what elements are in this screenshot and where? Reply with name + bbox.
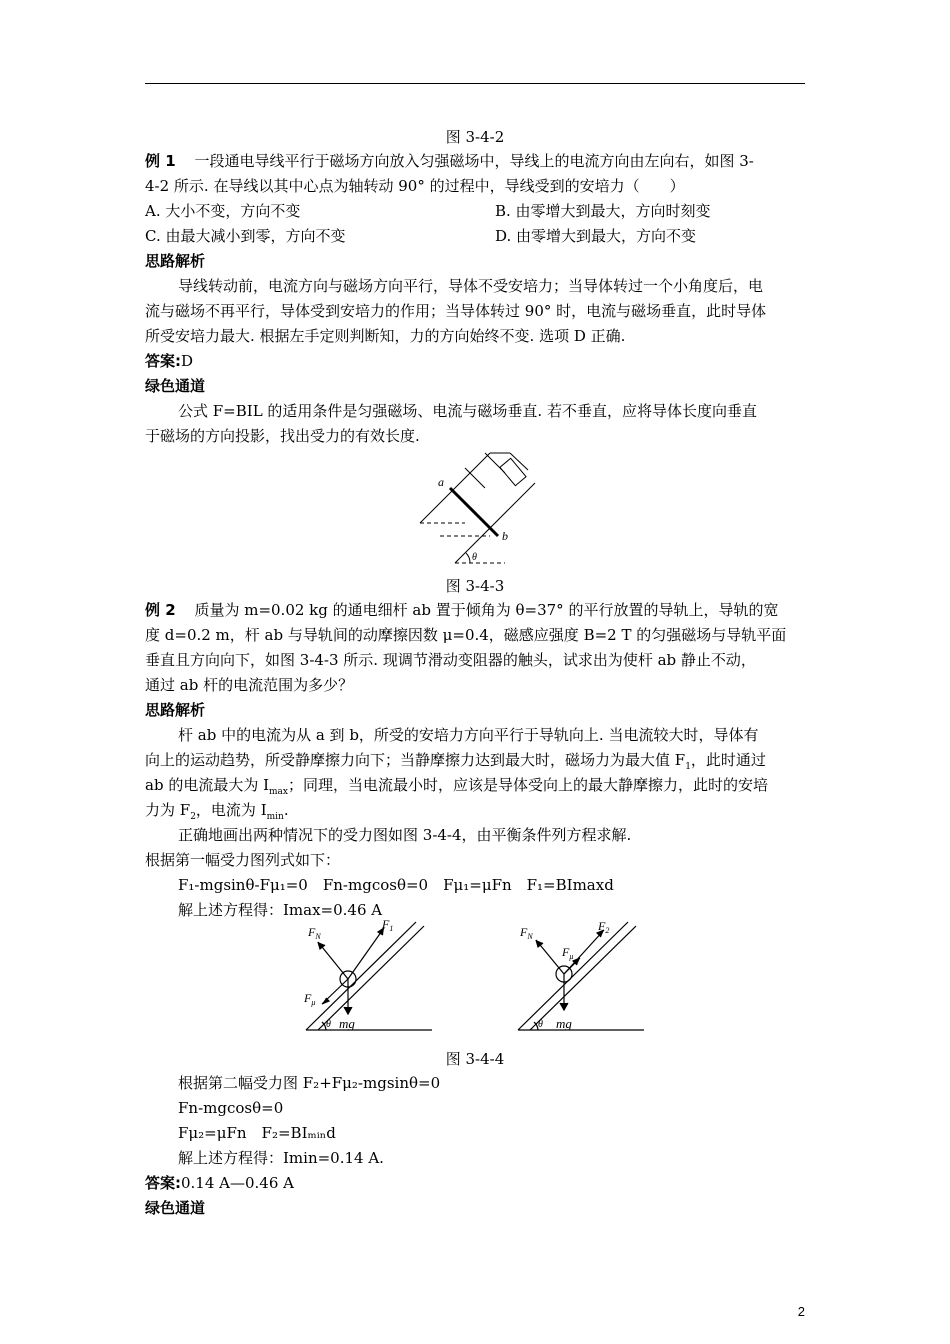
right-mg-label: mg — [556, 1016, 572, 1031]
left-fmu-label: $F_\mu$ — [304, 991, 316, 1007]
option-c: C. 由最大减小到零，方向不变 — [145, 227, 346, 245]
analysis1-line3: 所受安培力最大. 根据左手定则判断知，力的方向始终不变. 选项 D 正确. — [145, 327, 626, 345]
header-rule — [145, 83, 805, 84]
figure-caption-3-4-2: 图 3-4-2 — [445, 128, 505, 146]
figure-3-4-4-left-diagram — [300, 918, 435, 1040]
option-d: D. 由零增大到最大，方向不变 — [495, 227, 697, 245]
analysis2-para2: 正确地画出两种情况下的受力图如图 3-4-4，由平衡条件列方程求解. — [178, 826, 632, 844]
label-a: a — [438, 475, 444, 489]
figure-3-4-4-right-diagram — [512, 918, 647, 1040]
figure-3-4-3-diagram — [410, 448, 550, 568]
analysis2-line2: 向上的运动趋势，所受静摩擦力向下；当静摩擦力达到最大时，磁场力为最大值 $F_1$，此时通过 — [145, 751, 766, 772]
green-heading-2: 绿色通道 — [145, 1199, 206, 1217]
analysis-heading-1: 思路解析 — [145, 252, 206, 270]
analysis2-para3: 根据第一幅受力图列式如下： — [145, 851, 341, 869]
answer1: 答案:D — [145, 352, 194, 370]
solution-1: 解上述方程得：Imax=0.46 A — [178, 901, 383, 919]
analysis2-para4: 根据第二幅受力图 F₂+Fμ₂-mgsinθ=0 — [178, 1074, 441, 1092]
green-heading-1: 绿色通道 — [145, 377, 206, 395]
analysis2-line4: 力为 $F_2$，电流为 $I_{min}$. — [145, 801, 289, 822]
analysis1-line2: 流与磁场不再平行，导体受到安培力的作用；当导体转过 90° 时，电流与磁场垂直，此时导体 — [145, 302, 767, 320]
right-theta-label: θ — [538, 1019, 543, 1030]
example2-stem-line4: 通过 ab 杆的电流范围为多少？ — [145, 676, 354, 694]
example1-label: 例 1 — [145, 152, 176, 170]
left-fn-label: $F_N$ — [308, 925, 321, 941]
figure-caption-3-4-4: 图 3-4-4 — [445, 1050, 505, 1068]
solution-2: 解上述方程得：Imin=0.14 A. — [178, 1149, 384, 1167]
equation-2: Fn-mgcosθ=0 — [178, 1099, 284, 1117]
right-fn-label: $F_N$ — [520, 925, 533, 941]
analysis1-line1: 导线转动前，电流方向与磁场方向平行，导体不受安培力；当导体转过一个小角度后，电 — [178, 277, 764, 295]
equation-1: F₁-mgsinθ-Fμ₁=0 Fn-mgcosθ=0 Fμ₁=μFn F₁=BImaxd — [178, 876, 614, 894]
right-f2-label: $F_2$ — [598, 919, 610, 935]
example2-label: 例 2 — [145, 601, 176, 619]
left-mg-label: mg — [339, 1016, 355, 1031]
analysis2-line3: ab 的电流最大为 $I_{max}$；同理，当电流最小时，应该是导体受向上的最大静摩擦力，此时的安培 — [145, 776, 769, 797]
option-b: B. 由零增大到最大，方向时刻变 — [495, 202, 711, 220]
left-f1-label: $F_1$ — [382, 918, 394, 933]
label-b: b — [502, 529, 508, 543]
analysis2-line1: 杆 ab 中的电流为从 a 到 b，所受的安培力方向平行于导轨向上. 当电流较大时，导体有 — [178, 726, 759, 744]
answer2: 答案:0.14 A—0.46 A — [145, 1174, 294, 1192]
green1-line2: 于磁场的方向投影，找出受力的有效长度. — [145, 427, 420, 445]
left-theta-label: θ — [326, 1019, 331, 1030]
analysis-heading-2: 思路解析 — [145, 701, 206, 719]
example2-stem-line2: 度 d=0.2 m，杆 ab 与导轨间的动摩擦因数 μ=0.4，磁感应强度 B=2 T 的匀强磁场与导轨平面 — [145, 626, 787, 644]
equation-3: Fμ₂=μFn F₂=BIₘᵢₙd — [178, 1124, 336, 1142]
label-theta: θ — [472, 552, 477, 563]
right-fmu-label: $F_\mu$ — [562, 945, 574, 961]
green1-line1: 公式 F=BIL 的适用条件是匀强磁场、电流与磁场垂直. 若不垂直，应将导体长度向垂直 — [178, 402, 757, 420]
figure-caption-3-4-3: 图 3-4-3 — [445, 577, 505, 595]
option-a: A. 大小不变，方向不变 — [145, 202, 301, 220]
example2-stem-line1: 例 2 质量为 m=0.02 kg 的通电细杆 ab 置于倾角为 θ=37° 的平行放置的导轨上，导轨的宽 — [145, 601, 779, 619]
example1-stem-line1: 例 1 一段通电导线平行于磁场方向放入匀强磁场中，导线上的电流方向由左向右，如图 3- — [145, 152, 754, 170]
example2-stem-line3: 垂直且方向向下，如图 3-4-3 所示. 现调节滑动变阻器的触头，试求出为使杆 ab 静止不动， — [145, 651, 756, 669]
example1-stem-line2: 4-2 所示. 在导线以其中心点为轴转动 90° 的过程中，导线受到的安培力（ ） — [145, 177, 685, 195]
page-number: 2 — [797, 1304, 805, 1319]
